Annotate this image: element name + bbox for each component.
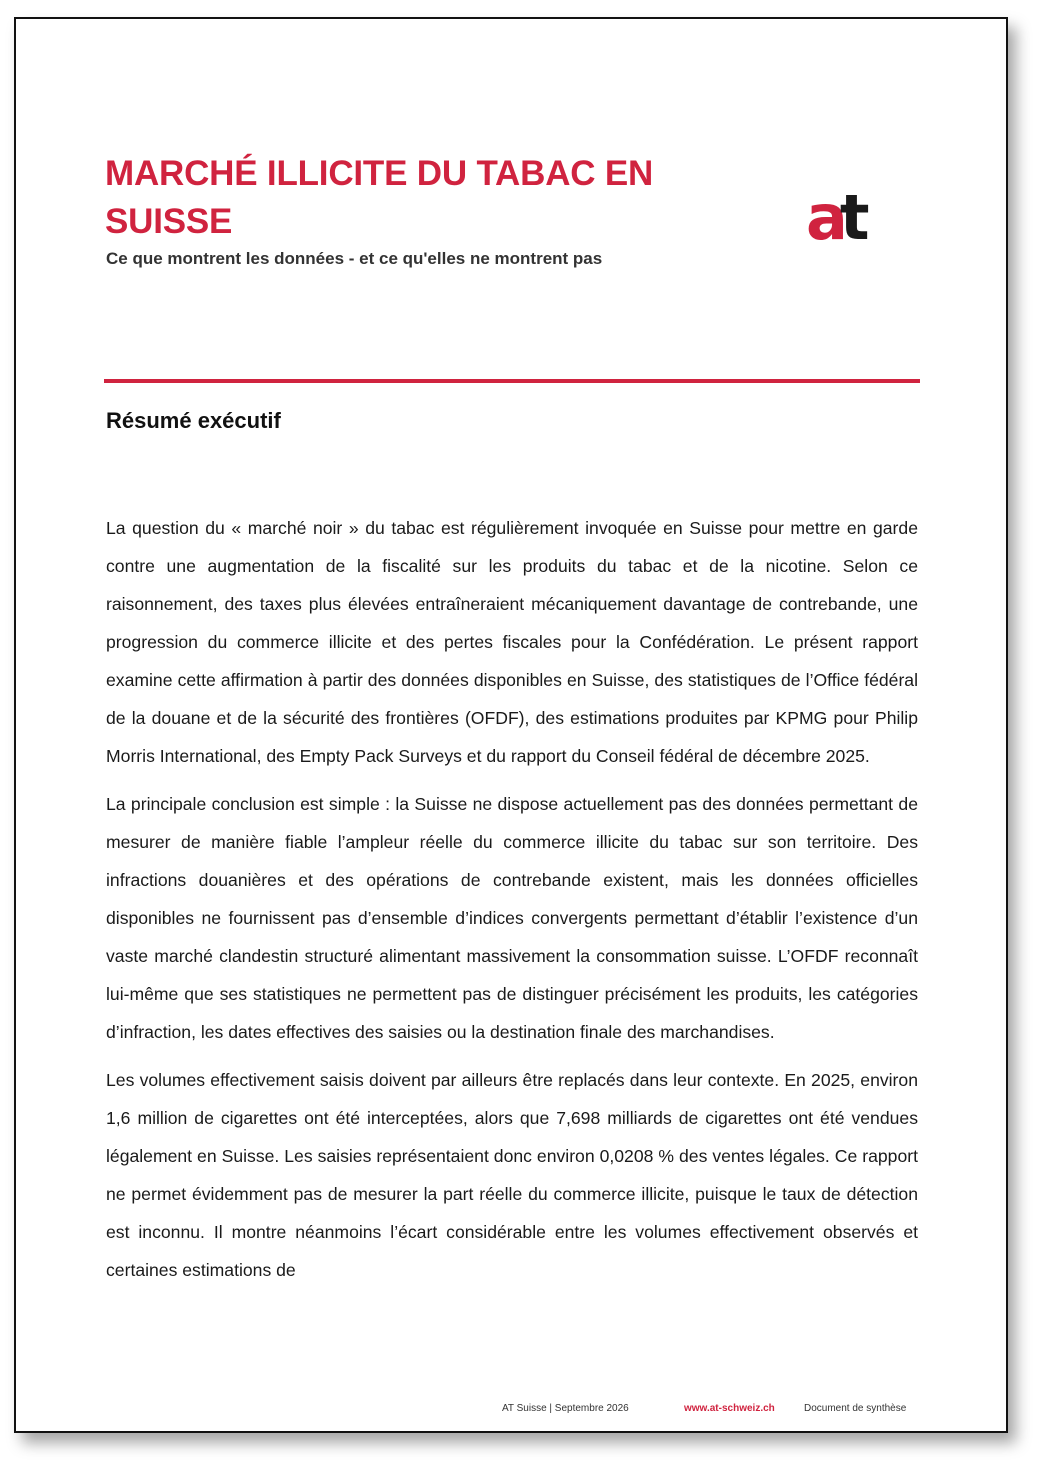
paragraph: Les volumes effectivement saisis doivent par ailleurs être replacés dans leur contexte. En 2025, environ 1,6 million de cigarettes ont été interceptées, alors que 7,698 milliards de cigarettes ont été vendues légalement en Suisse. Les saisies représentaient donc environ 0,0208 % des ventes légales. Ce rapport ne permet évidemment pas de mesurer la part réelle du commerce illicite, puisque le taux de détection est inconnu. Il montre néanmoins l’écart considérable entre les volumes effectivement observés et certaines estimations de	[106, 1070, 918, 1280]
document-title: MARCHÉ ILLICITE DU TABAC EN SUISSE	[105, 154, 654, 241]
at-logo-text	[806, 187, 869, 247]
footer-doc-type: Document de synthèse	[804, 1403, 907, 1414]
logo-letter-t: t	[839, 187, 862, 247]
logo-letter-a: a	[806, 187, 840, 247]
body-text	[106, 509, 918, 1299]
paragraph: La question du « marché noir » du tabac est régulièrement invoquée en Suisse pour mettre en garde contre une augmentation de la fiscalité sur les produits du tabac et de la nicotine. Selon ce raisonnement, des taxes plus élevées entraîneraient mécaniquement davantage de contrebande, une progression du commerce illicite et des pertes fiscales pour la Confédération. Le présent rapport examine cette affirmation à partir des données disponibles en Suisse, des statistiques de l’Office fédéral de la douane et de la sécurité des frontières (OFDF), des estimations produites par KPMG pour Philip Morris International, des Empty Pack Surveys et du rapport du Conseil fédéral de décembre 2025.	[106, 518, 918, 766]
document-subtitle: Ce que montrent les données - et ce qu'elles ne montrent pas	[106, 249, 603, 268]
footer-url-link[interactable]: www.at-schweiz.ch	[684, 1403, 775, 1414]
header-divider	[104, 379, 920, 383]
at-logo	[806, 187, 886, 247]
footer-org-date: AT Suisse | Septembre 2026	[502, 1403, 629, 1414]
document-page	[14, 17, 1008, 1433]
paragraph: La principale conclusion est simple : la Suisse ne dispose actuellement pas des données permettant de mesurer de manière fiable l’ampleur réelle du commerce illicite du tabac sur son territoire. Des infractions douanières et des opérations de contrebande existent, mais les données officielles disponibles ne fournissent pas d’ensemble d’indices convergents permettant d’établir l’existence d’un vaste marché clandestin structuré alimentant massivement la consommation suisse. L’OFDF reconnaît lui-même que ses statistiques ne permettent pas de distinguer précisément les produits, les catégories d’infraction, les dates effectives des saisies ou la destination finale des marchandises.	[106, 794, 918, 1042]
section-heading: Résumé exécutif	[106, 408, 281, 433]
